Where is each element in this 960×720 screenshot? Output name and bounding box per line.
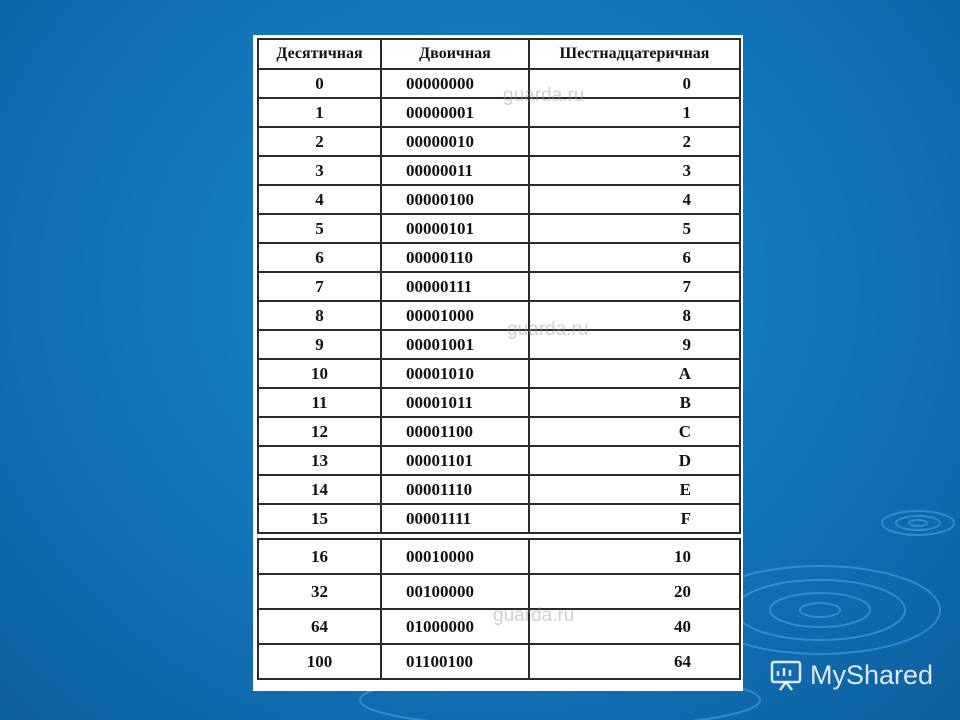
table-row xyxy=(258,98,740,127)
binary-cell: 00100000 xyxy=(381,574,529,609)
decimal-cell: 15 xyxy=(258,504,381,533)
table-row xyxy=(258,359,740,388)
binary-cell: 00000101 xyxy=(381,214,529,243)
binary-cell: 00001011 xyxy=(381,388,529,417)
header-hex: Шестнадцатеричная xyxy=(529,39,740,69)
decimal-cell: 16 xyxy=(258,539,381,574)
table-sheet xyxy=(253,35,743,691)
table-row xyxy=(258,301,740,330)
table-row xyxy=(258,539,740,574)
table-body xyxy=(258,69,740,533)
table-row xyxy=(258,243,740,272)
binary-cell: 00000001 xyxy=(381,98,529,127)
binary-cell: 00001010 xyxy=(381,359,529,388)
table-row xyxy=(258,446,740,475)
presentation-board-icon xyxy=(768,657,804,693)
binary-cell: 00000000 xyxy=(381,69,529,98)
header-row xyxy=(258,39,740,69)
table-row xyxy=(258,609,740,644)
decimal-cell: 1 xyxy=(258,98,381,127)
table-row xyxy=(258,156,740,185)
decimal-cell: 14 xyxy=(258,475,381,504)
hex-cell: E xyxy=(529,475,740,504)
logo-text: MyShared xyxy=(810,659,934,690)
table-row xyxy=(258,330,740,359)
decimal-cell: 8 xyxy=(258,301,381,330)
myshared-logo xyxy=(768,655,933,695)
decimal-cell: 9 xyxy=(258,330,381,359)
decimal-cell: 6 xyxy=(258,243,381,272)
binary-cell: 01000000 xyxy=(381,609,529,644)
decimal-cell: 7 xyxy=(258,272,381,301)
binary-cell: 00001101 xyxy=(381,446,529,475)
decimal-cell: 64 xyxy=(258,609,381,644)
binary-cell: 00000011 xyxy=(381,156,529,185)
binary-cell: 00001110 xyxy=(381,475,529,504)
binary-cell: 00000100 xyxy=(381,185,529,214)
hex-cell: 1 xyxy=(529,98,740,127)
binary-cell: 01100100 xyxy=(381,644,529,679)
hex-cell: 7 xyxy=(529,272,740,301)
decimal-cell: 32 xyxy=(258,574,381,609)
hex-cell: 20 xyxy=(529,574,740,609)
binary-cell: 00001111 xyxy=(381,504,529,533)
hex-cell: 64 xyxy=(529,644,740,679)
decimal-cell: 3 xyxy=(258,156,381,185)
hex-cell: 0 xyxy=(529,69,740,98)
decimal-cell: 12 xyxy=(258,417,381,446)
decimal-cell: 11 xyxy=(258,388,381,417)
binary-cell: 00000010 xyxy=(381,127,529,156)
binary-cell: 00001001 xyxy=(381,330,529,359)
hex-cell: 2 xyxy=(529,127,740,156)
hex-cell: 8 xyxy=(529,301,740,330)
table-row xyxy=(258,644,740,679)
table-row xyxy=(258,214,740,243)
table-row xyxy=(258,574,740,609)
hex-cell: 9 xyxy=(529,330,740,359)
hex-cell: C xyxy=(529,417,740,446)
binary-cell: 00001100 xyxy=(381,417,529,446)
hex-cell: 4 xyxy=(529,185,740,214)
decimal-cell: 2 xyxy=(258,127,381,156)
decimal-cell: 10 xyxy=(258,359,381,388)
table-row xyxy=(258,388,740,417)
hex-cell: 40 xyxy=(529,609,740,644)
table-row xyxy=(258,504,740,533)
hex-cell: 10 xyxy=(529,539,740,574)
table-row xyxy=(258,417,740,446)
hex-cell: 5 xyxy=(529,214,740,243)
hex-cell: F xyxy=(529,504,740,533)
hex-cell: B xyxy=(529,388,740,417)
table-row xyxy=(258,475,740,504)
table-row xyxy=(258,272,740,301)
binary-cell: 00001000 xyxy=(381,301,529,330)
table-row xyxy=(258,69,740,98)
binary-cell: 00000111 xyxy=(381,272,529,301)
hex-cell: D xyxy=(529,446,740,475)
header-binary: Двоичная xyxy=(381,39,529,69)
table-row xyxy=(258,127,740,156)
table-row xyxy=(258,185,740,214)
hex-cell: 6 xyxy=(529,243,740,272)
hex-cell: A xyxy=(529,359,740,388)
decimal-cell: 4 xyxy=(258,185,381,214)
watermark: guarda.ru xyxy=(503,85,585,106)
binary-cell: 00010000 xyxy=(381,539,529,574)
decimal-cell: 13 xyxy=(258,446,381,475)
decimal-cell: 0 xyxy=(258,69,381,98)
decimal-cell: 5 xyxy=(258,214,381,243)
decimal-cell: 100 xyxy=(258,644,381,679)
header-decimal: Десятичная xyxy=(258,39,381,69)
table-body-extra xyxy=(258,533,740,679)
watermark: guarda.ru xyxy=(507,319,589,340)
binary-cell: 00000110 xyxy=(381,243,529,272)
watermark: guarda.ru xyxy=(493,605,575,626)
number-systems-table xyxy=(257,38,741,680)
hex-cell: 3 xyxy=(529,156,740,185)
